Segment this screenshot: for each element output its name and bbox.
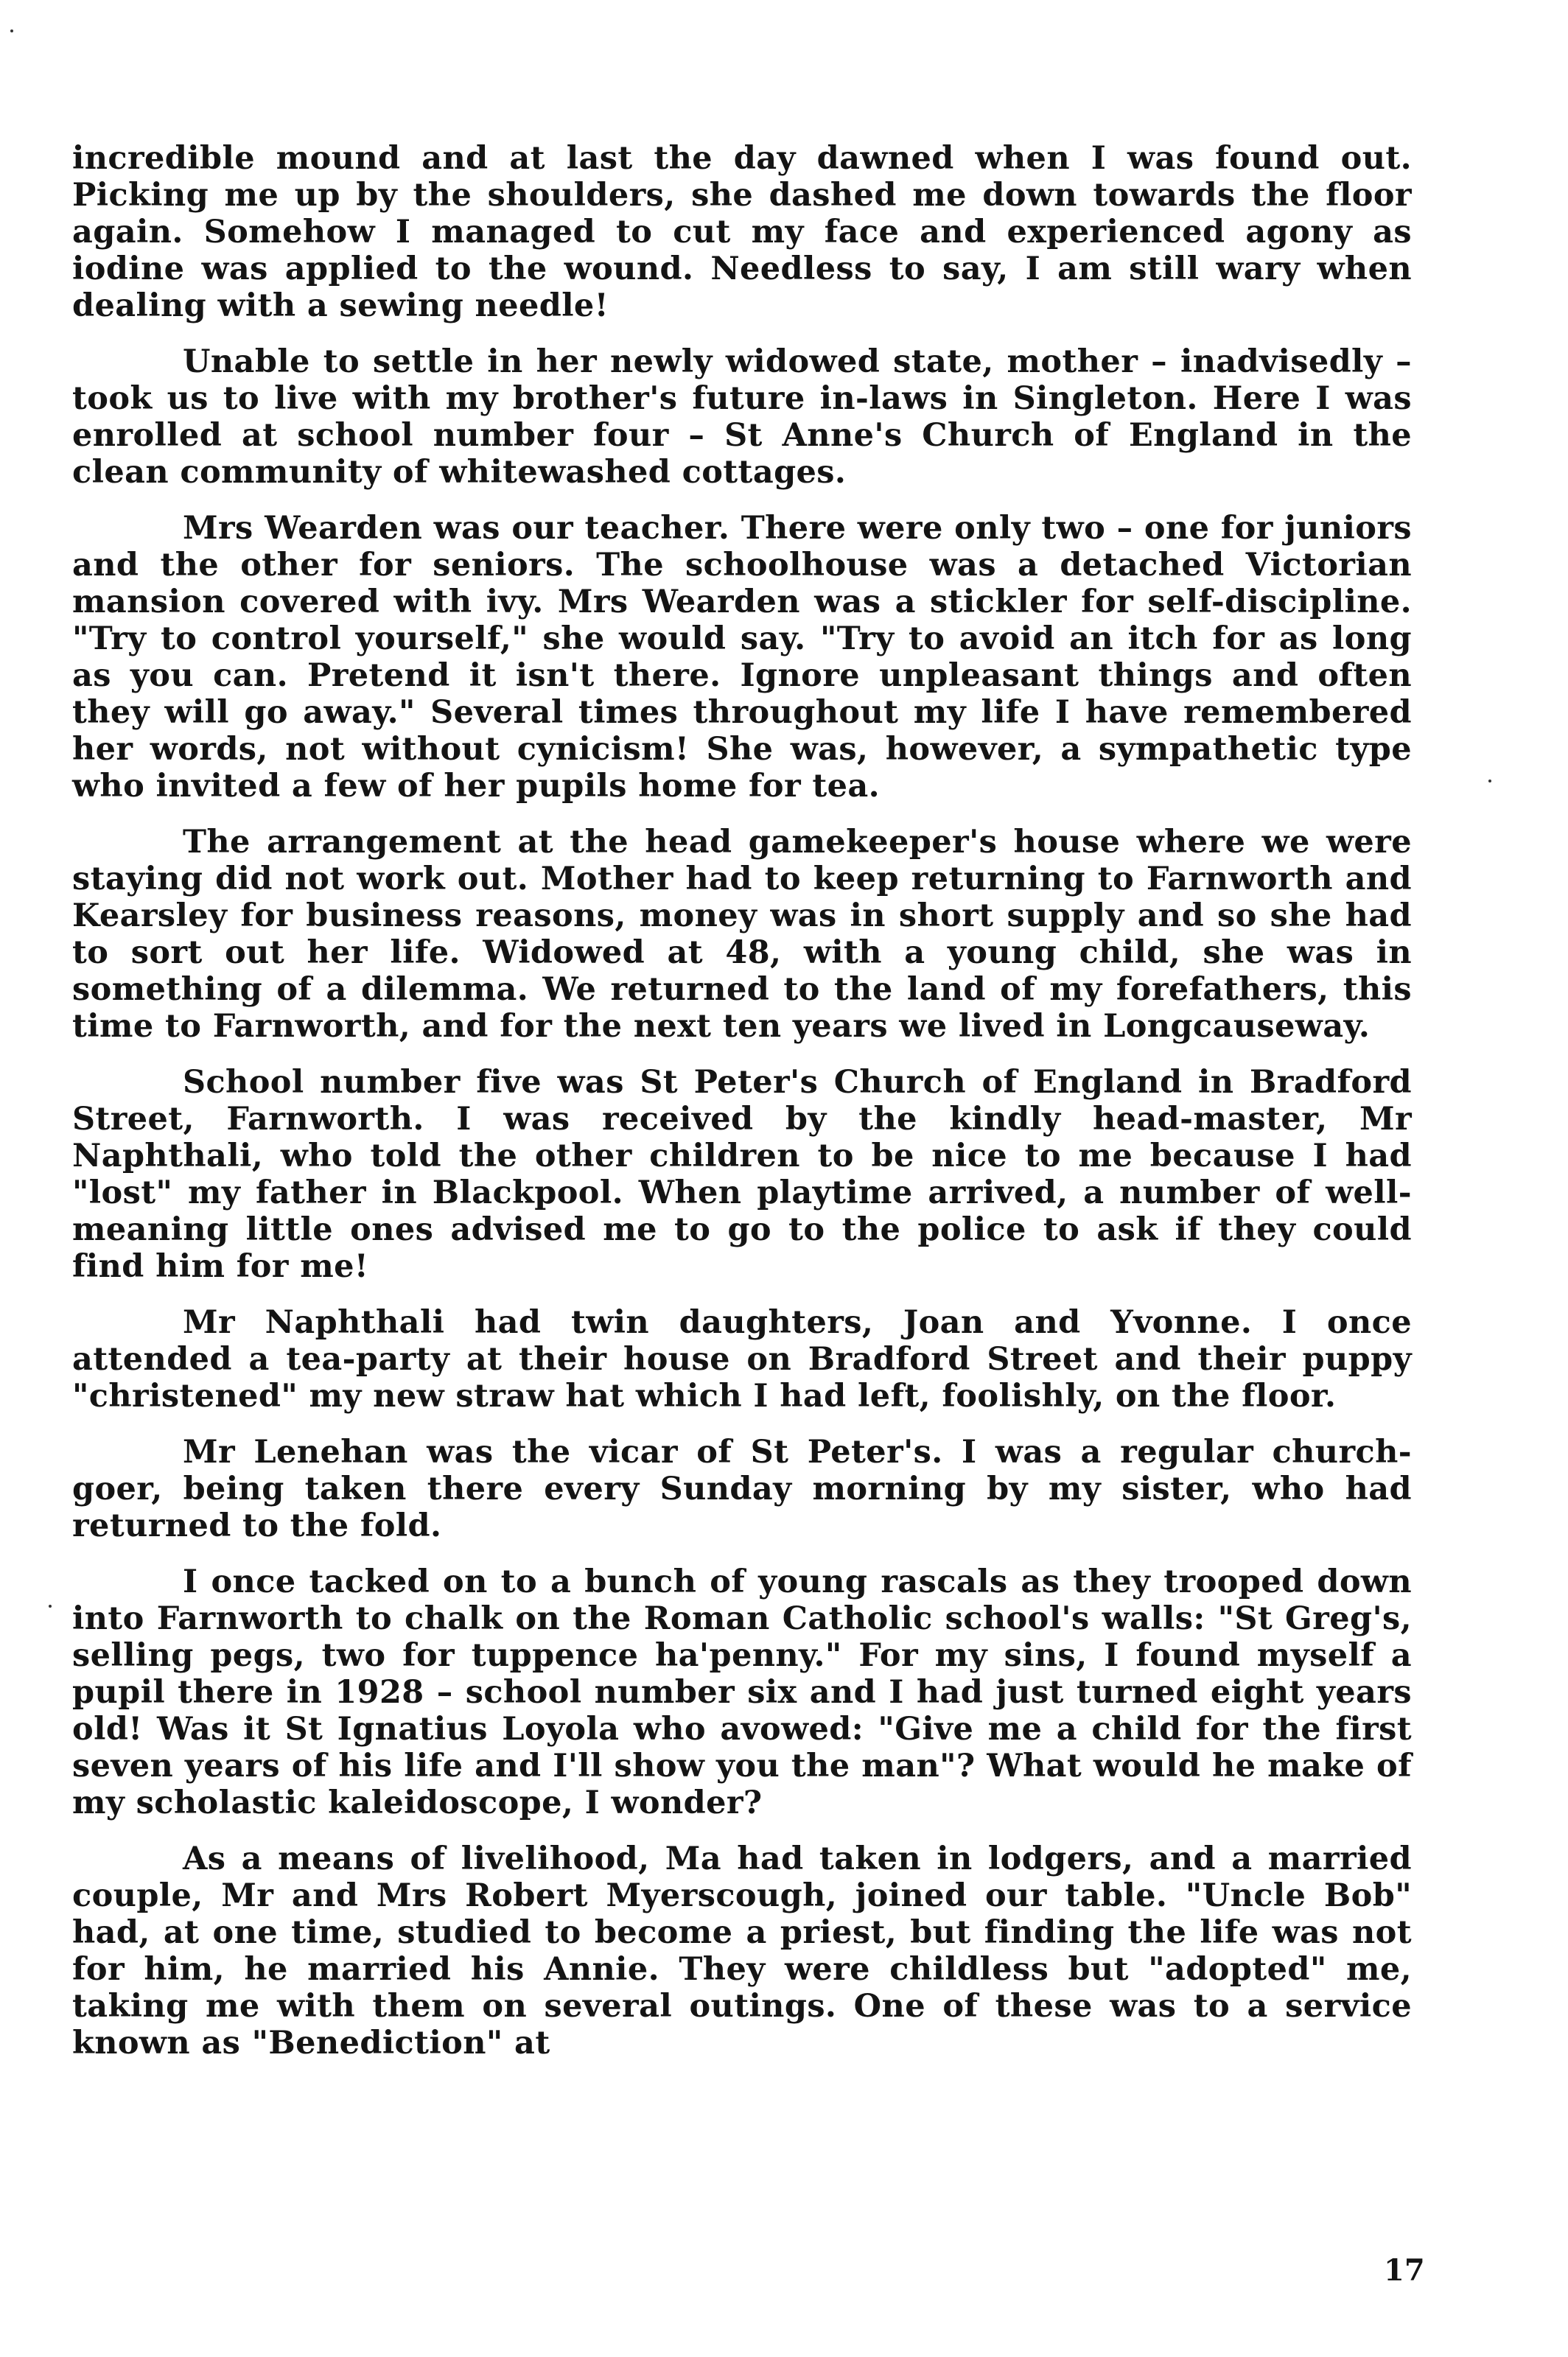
paragraph-4: The arrangement at the head gamekeeper's house where we were staying did not work out. Mother had to keep returning to Farnworth and Kearsley for business reasons, money was in short supply and so she had to sort out her life. Widowed at 48, with a young child, she was in something of a dilemma. We returned to the land of my forefathers, this time to Farnworth, and for the next ten years we lived in Longcauseway. [72, 824, 1412, 1045]
page-body [72, 140, 1412, 2081]
paragraph-3: Mrs Wearden was our teacher. There were only two – one for juniors and the other for seniors. The schoolhouse was a detached Victorian mansion covered with ivy. Mrs Wearden was a stickler for self-discipline. "Try to control yourself," she would say. "Try to avoid an itch for as long as you can. Pretend it isn't there. Ignore unpleasant things and often they will go away." Several times throughout my life I have remembered her words, not without cynicism! She was, however, a sympathetic type who invited a few of her pupils home for tea. [72, 510, 1412, 805]
scan-speck [10, 29, 13, 32]
scan-speck [1488, 780, 1491, 782]
page-number: 17 [1384, 2253, 1425, 2288]
paragraph-6: Mr Naphthali had twin daughters, Joan and Yvonne. I once attended a tea-party at their house on Bradford Street and their puppy "christened" my new straw hat which I had left, foolishly, on the floor. [72, 1304, 1412, 1415]
paragraph-9: As a means of livelihood, Ma had taken in lodgers, and a married couple, Mr and Mrs Robert Myerscough, joined our table. "Uncle Bob" had, at one time, studied to become a priest, but finding the life was not for him, he married his Annie. They were childless but "adopted" me, taking me with them on several outings. One of these was to a service known as "Benediction" at [72, 1841, 1412, 2062]
paragraph-1: incredible mound and at last the day dawned when I was found out. Picking me up by the shoulders, she dashed me down towards the floor again. Somehow I managed to cut my face and experienced agony as iodine was applied to the wound. Needless to say, I am still wary when dealing with a sewing needle! [72, 140, 1412, 324]
paragraph-5: School number five was St Peter's Church of England in Bradford Street, Farnworth. I was received by the kindly head-master, Mr Naphthali, who told the other children to be nice to me because I had "lost" my father in Blackpool. When playtime arrived, a number of well-meaning little ones advised me to go to the police to ask if they could find him for me! [72, 1064, 1412, 1285]
paragraph-7: Mr Lenehan was the vicar of St Peter's. I was a regular church-goer, being taken there every Sunday morning by my sister, who had returned to the fold. [72, 1434, 1412, 1544]
scan-speck [49, 1605, 52, 1608]
paragraph-2: Unable to settle in her newly widowed state, mother – inadvisedly – took us to live with my brother's future in-laws in Singleton. Here I was enrolled at school number four – St Anne's Church of England in the clean community of whitewashed cottages. [72, 343, 1412, 491]
paragraph-8: I once tacked on to a bunch of young rascals as they trooped down into Farnworth to chalk on the Roman Catholic school's walls: "St Greg's, selling pegs, two for tuppence ha'penny." For my sins, I found myself a pupil there in 1928 – school number six and I had just turned eight years old! Was it St Ignatius Loyola who avowed: "Give me a child for the first seven years of his life and I'll show you the man"? What would he make of my scholastic kaleidoscope, I wonder? [72, 1563, 1412, 1821]
